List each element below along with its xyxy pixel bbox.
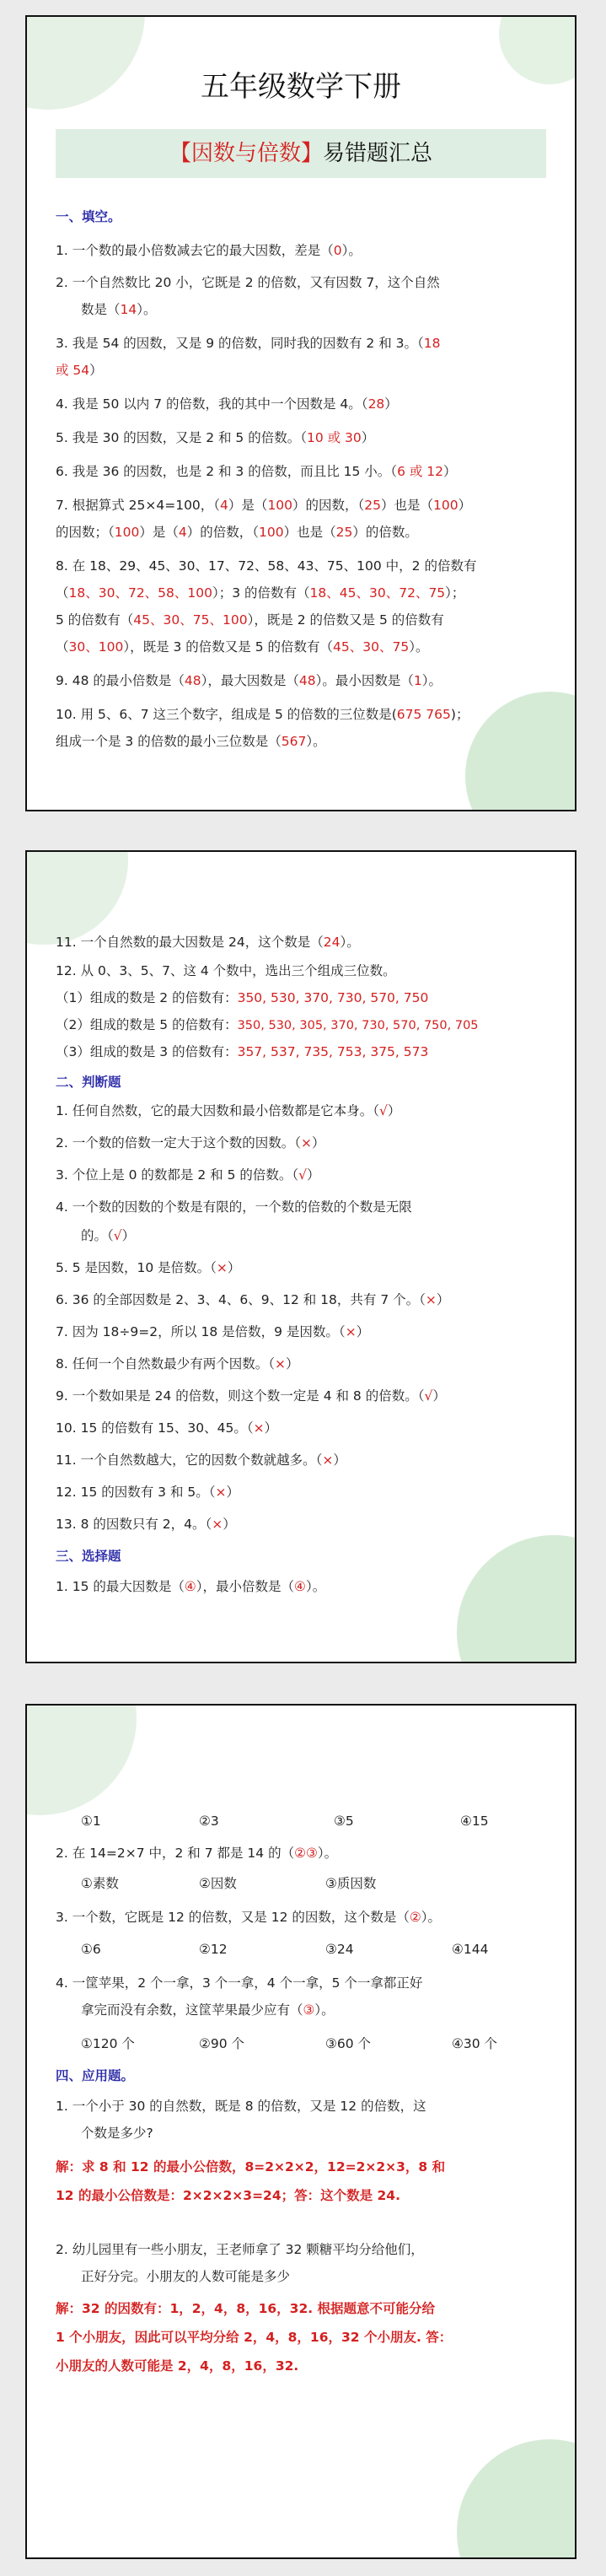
question-cont: 的因数；（100）是（4）的倍数，（100）也是（25）的倍数。 [56,525,418,540]
question-cont: 拿完而没有余数，这筐苹果最少应有（③）。 [81,2002,335,2018]
question: 3. 个位上是 0 的数都是 2 和 5 的倍数。（√） [56,1167,320,1183]
question: 9. 一个数如果是 24 的倍数，则这个数一定是 4 和 8 的倍数。（√） [56,1388,446,1404]
question: 11. 一个自然数的最大因数是 24，这个数是（24）。 [56,935,360,950]
question: 13. 8 的因数只有 2，4。（×） [56,1517,236,1532]
question-cont: 的。（√） [81,1228,136,1243]
question-cont: 组成一个是 3 的倍数的最小三位数是（567）。 [56,734,326,749]
question: 6. 36 的全部因数是 2、3、4、6、9、12 和 18，共有 7 个。（×） [56,1292,450,1307]
question: 12. 15 的因数有 3 和 5。（×） [56,1485,239,1500]
section-heading: 四、应用题。 [56,2068,135,2083]
question: 1. 一个数的最小倍数减去它的最大因数，差是（0）。 [56,243,362,258]
question: 4. 一个数的因数的个数是有限的，一个数的倍数的个数是无限 [56,1199,412,1215]
question-cont: 或 54） [56,363,103,378]
worksheet-page-2 [25,850,577,1663]
answer-text: 1 个小朋友，因此可以平均分给 2，4，8，16，32 个小朋友. 答： [56,2330,453,2345]
question: 10. 用 5、6、7 这三个数字，组成是 5 的倍数的三位数是(675 765)； [56,707,469,722]
question: 9. 48 的最小倍数是（48），最大因数是（48）。最小因数是（1）。 [56,673,442,688]
question: 12. 从 0、3、5、7、这 4 个数中，选出三个组成三位数。 [56,963,396,978]
question: 6. 我是 36 的因数，也是 2 和 3 的倍数，而且比 15 小。（6 或 12） [56,464,457,479]
decor-circle [25,1704,137,1815]
section-heading: 一、填空。 [56,209,121,224]
question: 11. 一个自然数越大，它的因数个数就越多。（×） [56,1452,346,1468]
page-title: 五年级数学下册 [201,70,401,104]
question: 2. 幼儿园里有一些小朋友，王老师拿了 32 颗糖平均分给他们， [56,2242,424,2257]
question-cont: 个数是多少? [81,2126,153,2141]
question-part: （3）组成的数是 3 的倍数有：357, 537, 735, 753, 375, 573 [56,1044,429,1059]
banner-text: 易错题汇总 [323,141,433,166]
question-cont: 数是（14）。 [81,302,157,317]
question: 8. 任何一个自然数最少有两个因数。（×） [56,1356,299,1372]
question: 8. 在 18、29、45、30、17、72、58、43、75、100 中，2 的倍数有 [56,558,477,574]
question-cont: （18、30、72、58、100）；3 的倍数有（18、45、30、72、75）； [56,585,465,601]
question: 2. 一个自然数比 20 小，它既是 2 的倍数，又有因数 7，这个自然 [56,275,440,290]
question: 4. 我是 50 以内 7 的倍数，我的其中一个因数是 4。（28） [56,396,398,412]
question-cont: 正好分完。小朋友的人数可能是多少 [81,2269,291,2284]
answer-text: 12 的最小公倍数是：2×2×2×3=24；答：这个数是 24. [56,2188,400,2203]
answer-text: 解：求 8 和 12 的最小公倍数，8=2×2×2，12=2×2×3，8 和 [56,2159,446,2175]
answer-text: 解：32 的因数有：1，2，4，8，16，32. 根据题意不可能分给 [56,2301,436,2316]
question: 7. 因为 18÷9=2，所以 18 是倍数，9 是因数。（×） [56,1324,370,1339]
question-part: （1）组成的数是 2 的倍数有：350, 530, 370, 730, 570, 750 [56,990,429,1005]
banner-highlight: 【因数与倍数】 [169,141,323,166]
question-cont: （30、100），既是 3 的倍数又是 5 的倍数有（45、30、75）。 [56,639,429,655]
question: 1. 任何自然数，它的最大因数和最小倍数都是它本身。（√） [56,1103,401,1118]
question: 2. 在 14=2×7 中，2 和 7 都是 14 的（②③）。 [56,1846,338,1861]
question: 5. 我是 30 的因数，又是 2 和 5 的倍数。（10 或 30） [56,430,375,445]
question: 5. 5 是因数，10 是倍数。（×） [56,1260,241,1275]
question-part: （2）组成的数是 5 的倍数有：350, 530, 305, 370, 730, 570, 750, 705 [56,1017,479,1032]
subtitle-banner [56,129,546,178]
question-cont: 5 的倍数有（45、30、75、100），既是 2 的倍数又是 5 的倍数有 [56,612,444,628]
question: 3. 我是 54 的因数，又是 9 的倍数，同时我的因数有 2 和 3。（18 [56,336,441,351]
question: 7. 根据算式 25×4=100，（4）是（100）的因数，（25）也是（100） [56,498,472,513]
question: 10. 15 的倍数有 15、30、45。（×） [56,1420,278,1436]
worksheet-page-3: ①1 ②3 ③5 ④15 2. 在 14=2×7 中，2 和 7 都是 14 的（②③）。 ①素数 ②因数 ③质因数 3. 一个数，它既是 12 的倍数，又是 12 的因数，这个数是（②）。 ①6 ②12 ③24 ④144 4. 一筐苹果，2 个一拿，3 个一拿，4 个一拿，5 个一拿都正好 拿完而没有余数，这筐苹果最少应有（③）。 ①120 个 ②90 个 ③60 个 ④30 个 四、应用题。 1. 一个小于 30 的自然数，既是 8 的倍数，又是 12 的倍数，这 个数是多少? 解：求 8 和 12 的最小公倍数，8=2×2×2，12=2×2×3，8 和 12 的最小公倍数是：2×2×2×3=24；答：这个数是 24. 2. 幼儿园里有一些小朋友，王老师拿了 32 颗糖平均分给他们， 正好分完。小朋友的人数可能是多少 解：32 的因数有：1，2，4，8，16，32. 根据题意不可能分给 1 个小朋友，因此可以平均分给 2，4，8，16，32 个小朋友. 答： 小朋友的人数可能是 2，4，8，16，32. [25,1704,577,2559]
question: 4. 一筐苹果，2 个一拿，3 个一拿，4 个一拿，5 个一拿都正好 [56,1975,423,1991]
decor-circle [25,850,128,945]
worksheet-page-1 [25,15,577,811]
section-heading: 三、选择题 [56,1549,121,1564]
question: 2. 一个数的倍数一定大于这个数的因数。（×） [56,1135,325,1151]
decor-circle [457,2439,577,2559]
question: 1. 15 的最大因数是（④），最小倍数是（④）。 [56,1579,326,1594]
question: 3. 一个数，它既是 12 的倍数，又是 12 的因数，这个数是（②）。 [56,1910,442,1925]
question: 1. 一个小于 30 的自然数，既是 8 的倍数，又是 12 的倍数，这 [56,2099,426,2114]
answer-text: 小朋友的人数可能是 2，4，8，16，32. [56,2358,299,2374]
section-heading: 二、判断题 [56,1075,121,1090]
